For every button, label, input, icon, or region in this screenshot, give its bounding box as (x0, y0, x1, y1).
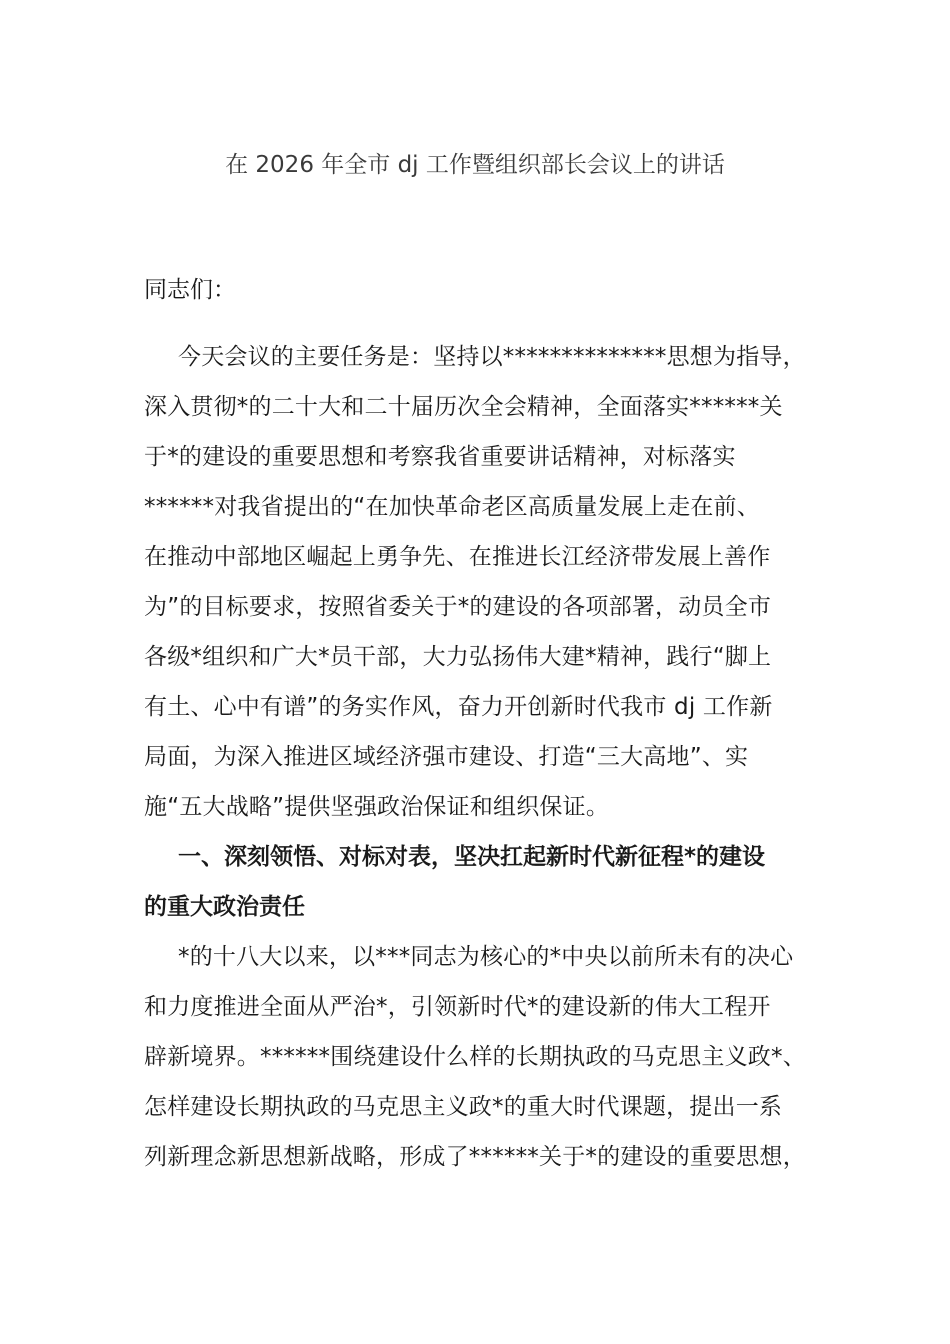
document-body (144, 272, 814, 1182)
paragraph-1-line: 局面，为深入推进区域经济强市建设、打造“三大高地”、实 (144, 744, 749, 770)
paragraph-2-line: *的十八大以来，以***同志为核心的*中央以前所未有的决心 (178, 944, 794, 970)
document-title: 在 2026 年全市 dj 工作暨组织部长会议上的讲话 (225, 152, 725, 178)
paragraph-1-line: 施“五大战略”提供坚强政治保证和组织保证。 (144, 794, 610, 820)
paragraph-1-line: 深入贯彻*的二十大和二十届历次全会精神，全面落实******关 (144, 394, 783, 420)
section-heading-1-line: 一、深刻领悟、对标对表，坚决扛起新时代新征程*的建设 (178, 844, 766, 870)
paragraph-2 (144, 932, 814, 1182)
salutation: 同志们： (144, 277, 236, 303)
paragraph-2-line: 怎样建设长期执政的马克思主义政*的重大时代课题，提出一系 (144, 1094, 783, 1120)
paragraph-1-line: 今天会议的主要任务是：坚持以**************思想为指导， (178, 344, 806, 370)
section-heading-1-line: 的重大政治责任 (144, 894, 305, 920)
paragraph-1-line: 于*的建设的重要思想和考察我省重要讲话精神，对标落实 (144, 444, 736, 470)
paragraph-1-line: 为”的目标要求，按照省委关于*的建设的各项部署，动员全市 (144, 594, 772, 620)
paragraph-1-line: ******对我省提出的“在加快革命老区高质量发展上走在前、 (144, 494, 760, 520)
paragraph-2-line: 列新理念新思想新战略，形成了******关于*的建设的重要思想， (144, 1144, 806, 1170)
paragraph-1-line: 有土、心中有谱”的务实作风，奋力开创新时代我市 dj 工作新 (144, 694, 773, 720)
section-heading-1 (144, 832, 814, 932)
paragraph-2-line: 和力度推进全面从严治*，引领新时代*的建设新的伟大工程开 (144, 994, 771, 1020)
paragraph-1 (144, 332, 814, 832)
paragraph-1-line: 各级*组织和广大*员干部，大力弘扬伟大建*精神，践行“脚上 (144, 644, 772, 670)
paragraph-1-line: 在推动中部地区崛起上勇争先、在推进长江经济带发展上善作 (144, 544, 771, 570)
paragraph-2-line: 辟新境界。******围绕建设什么样的长期执政的马克思主义政*、 (144, 1044, 806, 1070)
